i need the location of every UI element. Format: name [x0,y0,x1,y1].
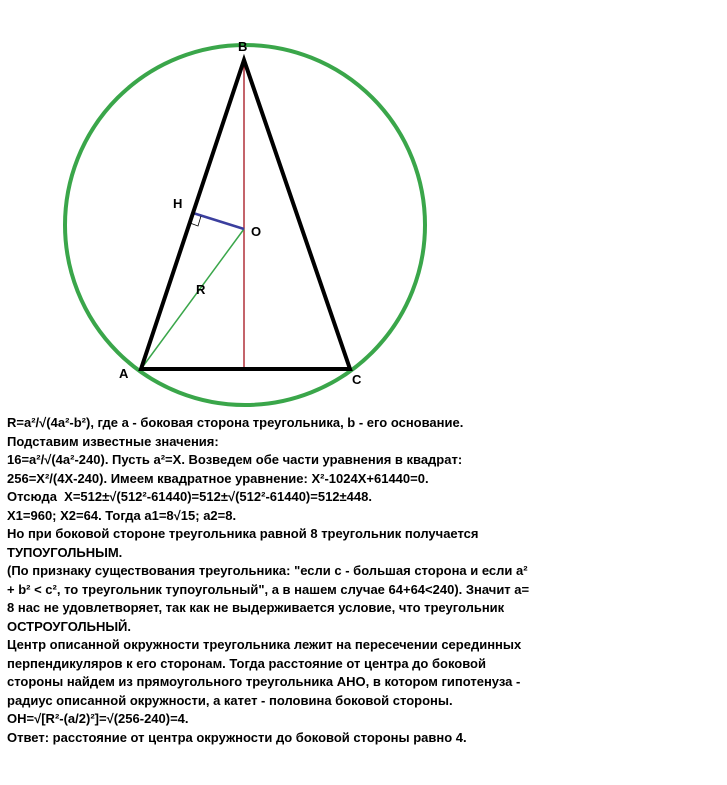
solution-line: Центр описанной окружности треугольника лежит на пересечении серединных [7,637,522,652]
perpendicular-oh [193,213,244,229]
solution-line: ОСТРОУГОЛЬНЫЙ. [7,618,132,634]
solution-line: стороны найдем из прямоугольного треугольника АНО, в котором гипотенуза - [7,674,521,689]
label-c: C [352,372,362,387]
solution-line: + b² < c², то треугольник тупоугольный", а в нашем случае 64+64<240). Значит a= [7,581,530,597]
solution-line: Ответ: расстояние от центра окружности до боковой стороны равно 4. [7,729,467,745]
solution-line: X1=960; X2=64. Тогда a1=8√15; a2=8. [7,507,237,523]
solution-text [7,414,719,747]
solution-line: ТУПОУГОЛЬНЫМ. [7,544,123,560]
triangle-abc [141,60,350,369]
circumcircle [65,45,425,405]
label-h: H [173,196,183,211]
solution-line: OH=√[R²-(a/2)²]=√(256-240)=4. [7,711,189,726]
solution-line: Но при боковой стороне треугольника равной 8 треугольник получается [7,526,479,541]
radius-line [141,229,244,369]
solution-line: перпендикуляров к его сторонам. Тогда расстояние от центра до боковой [7,655,486,671]
solution-line: Отсюда X=512±√(512²-61440)=512±√(512²-61440)=512±448. [7,489,372,504]
label-b: B [238,39,248,54]
label-r: R [196,282,206,297]
solution-line: радиус описанной окружности, а катет - половина боковой стороны. [7,692,453,708]
solution-line: (По признаку существования треугольника: "если c - большая сторона и если a² [7,563,528,578]
solution-line: 16=a²/√(4a²-240). Пусть a²=X. Возведем обе части уравнения в квадрат: [7,452,463,467]
label-o: O [251,224,262,239]
solution-line: R=a²/√(4a²-b²), где a - боковая сторона треугольника, b - его основание. [7,415,464,430]
label-a: A [119,366,129,381]
solution-line: 8 нас не удовлетворяет, так как не выдерживается условие, что треугольник [7,600,505,615]
solution-line: Подставим известные значения: [7,433,219,449]
solution-line: 256=X²/(4X-240). Имеем квадратное уравнение: X²-1024X+61440=0. [7,470,429,486]
